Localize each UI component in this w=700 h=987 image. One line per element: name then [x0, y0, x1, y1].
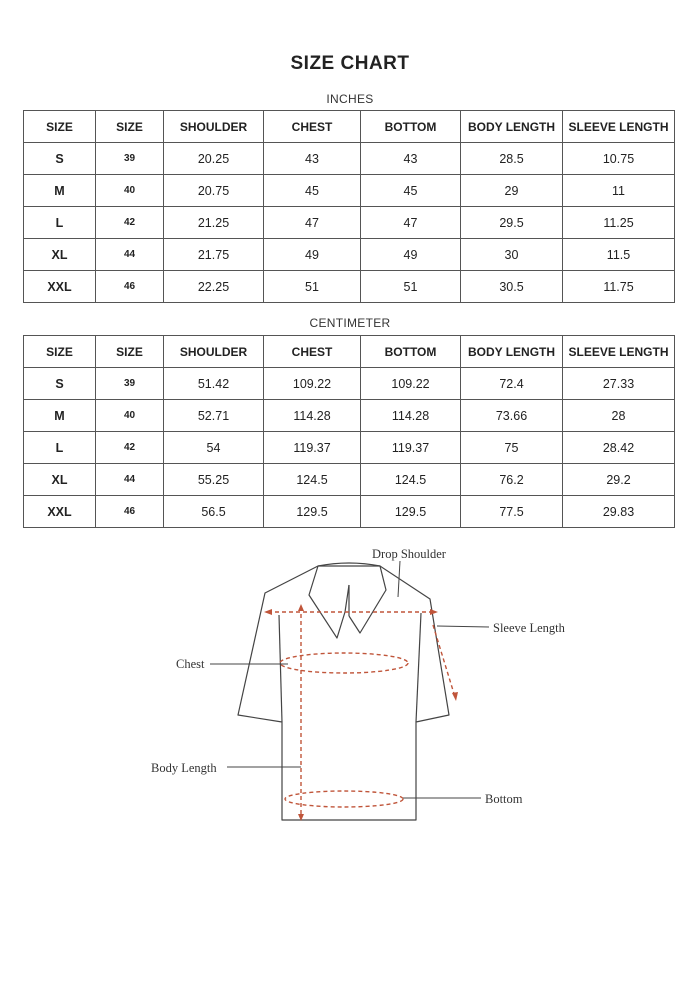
column-header: BODY LENGTH — [461, 111, 563, 143]
table-cell: 124.5 — [264, 464, 361, 496]
table-cell: XL — [24, 464, 96, 496]
column-header: SHOULDER — [164, 111, 264, 143]
column-header: SLEEVE LENGTH — [563, 111, 675, 143]
table-cell: 54 — [164, 432, 264, 464]
table-cell: 45 — [361, 175, 461, 207]
table-cell: L — [24, 432, 96, 464]
column-header: SIZE — [24, 111, 96, 143]
table-cell: 11 — [563, 175, 675, 207]
table-cell: 55.25 — [164, 464, 264, 496]
column-header: SLEEVE LENGTH — [563, 336, 675, 368]
table-cell: 39 — [96, 368, 164, 400]
column-header: BOTTOM — [361, 111, 461, 143]
drop-shoulder-label: Drop Shoulder — [372, 547, 446, 561]
column-header: SIZE — [96, 336, 164, 368]
table-cell: 30 — [461, 239, 563, 271]
table-row — [24, 175, 675, 207]
table-cell: 109.22 — [264, 368, 361, 400]
table-cell: 28.42 — [563, 432, 675, 464]
column-header: SIZE — [24, 336, 96, 368]
table-cell: 47 — [264, 207, 361, 239]
table-cell: 22.25 — [164, 271, 264, 303]
table-row — [24, 464, 675, 496]
table-cell: 52.71 — [164, 400, 264, 432]
table-cell: 28 — [563, 400, 675, 432]
table-row — [24, 432, 675, 464]
measure-arrowheads — [264, 604, 458, 821]
table-cell: 44 — [96, 239, 164, 271]
table-cell: 11.25 — [563, 207, 675, 239]
table-cell: 29.5 — [461, 207, 563, 239]
table-cell: 119.37 — [264, 432, 361, 464]
table-cell: 11.75 — [563, 271, 675, 303]
bottom-label: Bottom — [485, 792, 523, 806]
table-cell: XXL — [24, 271, 96, 303]
table-cell: 72.4 — [461, 368, 563, 400]
column-header: SIZE — [96, 111, 164, 143]
table-cell: S — [24, 143, 96, 175]
inches-table — [23, 110, 675, 303]
shirt-diagram — [0, 540, 700, 840]
chest-label: Chest — [176, 657, 205, 671]
measure-lines — [268, 607, 455, 818]
table-cell: 40 — [96, 400, 164, 432]
table-cell: 29.83 — [563, 496, 675, 528]
table-cell: 46 — [96, 496, 164, 528]
table-cell: 124.5 — [361, 464, 461, 496]
table-row — [24, 271, 675, 303]
table-cell: 49 — [361, 239, 461, 271]
table-cell: 42 — [96, 432, 164, 464]
table-cell: 39 — [96, 143, 164, 175]
table-cell: L — [24, 207, 96, 239]
table-cell: 43 — [361, 143, 461, 175]
table-cell: 10.75 — [563, 143, 675, 175]
table-cell: XXL — [24, 496, 96, 528]
table-cell: 29.2 — [563, 464, 675, 496]
table-cell: 129.5 — [264, 496, 361, 528]
table-cell: 28.5 — [461, 143, 563, 175]
table-row — [24, 368, 675, 400]
table-cell: 129.5 — [361, 496, 461, 528]
column-header: CHEST — [264, 111, 361, 143]
table-cell: 44 — [96, 464, 164, 496]
table-row — [24, 143, 675, 175]
table-cell: 76.2 — [461, 464, 563, 496]
table-cell: 42 — [96, 207, 164, 239]
table-cell: 75 — [461, 432, 563, 464]
column-header: CHEST — [264, 336, 361, 368]
table-cell: 21.25 — [164, 207, 264, 239]
inches-caption: INCHES — [326, 92, 374, 106]
table-cell: 77.5 — [461, 496, 563, 528]
table-row — [24, 496, 675, 528]
table-cell: 29 — [461, 175, 563, 207]
centimeter-table — [23, 335, 675, 528]
table-cell: 40 — [96, 175, 164, 207]
column-header: SHOULDER — [164, 336, 264, 368]
header-row — [24, 336, 675, 368]
table-cell: 51.42 — [164, 368, 264, 400]
page-title: SIZE CHART — [290, 53, 410, 74]
table-row — [24, 207, 675, 239]
shirt-outline — [238, 563, 449, 820]
table-cell: 114.28 — [361, 400, 461, 432]
table-cell: M — [24, 175, 96, 207]
table-cell: S — [24, 368, 96, 400]
table-cell: 109.22 — [361, 368, 461, 400]
table-cell: 11.5 — [563, 239, 675, 271]
column-header: BOTTOM — [361, 336, 461, 368]
table-cell: 45 — [264, 175, 361, 207]
header-row — [24, 111, 675, 143]
table-cell: 27.33 — [563, 368, 675, 400]
table-cell: 47 — [361, 207, 461, 239]
table-cell: 51 — [361, 271, 461, 303]
body-length-label: Body Length — [151, 761, 217, 775]
table-cell: 56.5 — [164, 496, 264, 528]
table-row — [24, 400, 675, 432]
table-cell: 21.75 — [164, 239, 264, 271]
column-header: BODY LENGTH — [461, 336, 563, 368]
table-cell: 114.28 — [264, 400, 361, 432]
table-cell: 49 — [264, 239, 361, 271]
table-cell: 46 — [96, 271, 164, 303]
sleeve-length-label: Sleeve Length — [493, 621, 565, 635]
table-cell: 30.5 — [461, 271, 563, 303]
table-cell: 73.66 — [461, 400, 563, 432]
table-cell: 20.25 — [164, 143, 264, 175]
table-cell: 119.37 — [361, 432, 461, 464]
table-cell: XL — [24, 239, 96, 271]
table-row — [24, 239, 675, 271]
table-cell: 20.75 — [164, 175, 264, 207]
centimeter-caption: CENTIMETER — [309, 316, 391, 330]
table-cell: 43 — [264, 143, 361, 175]
table-cell: 51 — [264, 271, 361, 303]
table-cell: M — [24, 400, 96, 432]
